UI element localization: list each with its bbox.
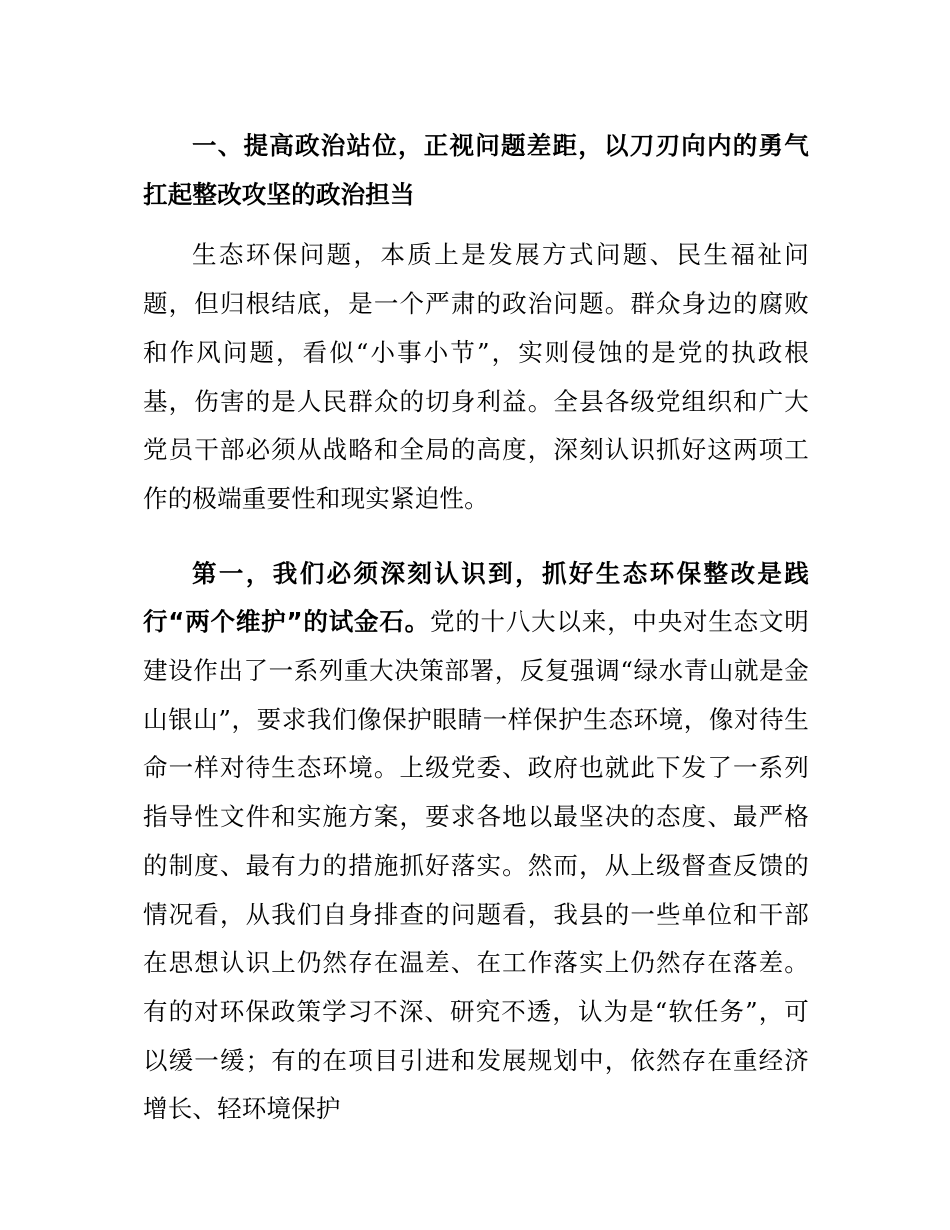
paragraph-2 xyxy=(143,550,809,1134)
document-page xyxy=(143,122,809,1134)
paragraph-2-lead: 第一，我们必须深刻认识到，抓好生态环保整改是践行“两个维护”的试金石。 xyxy=(143,558,809,637)
section-heading: 一、提高政治站位，正视问题差距，以刀刃向内的勇气扛起整改攻坚的政治担当 xyxy=(143,131,809,209)
spacer xyxy=(143,219,809,231)
spacer xyxy=(143,524,809,550)
paragraph-1: 生态环保问题，本质上是发展方式问题、民生福祉问题，但归根结底，是一个严肃的政治问题。群众身边的腐败和作风问题，看似“小事小节”，实则侵蚀的是党的执政根基，伤害的是人民群众的切身利益。全县各级党组织和广大党员干部必须从战略和全局的高度，深刻认识抓好这两项工作的极端重要性和现实紧迫性。 xyxy=(143,240,809,513)
paragraph-2-body: 党的十八大以来，中央对生态文明建设作出了一系列重大决策部署，反复强调“绿水青山就是金山银山”，要求我们像保护眼睛一样保护生态环境，像对待生命一样对待生态环境。上级党委、政府也就此下发了一系列指导性文件和实施方案，要求各地以最坚决的态度、最严格的制度、最有力的措施抓好落实。然而，从上级督查反馈的情况看，从我们自身排查的问题看，我县的一些单位和干部在思想认识上仍然存在温差、在工作落实上仍然存在落差。有的对环保政策学习不深、研究不透，认为是“软任务”，可以缓一缓；有的在项目引进和发展规划中，依然存在重经济增长、轻环境保护 xyxy=(143,607,809,1124)
